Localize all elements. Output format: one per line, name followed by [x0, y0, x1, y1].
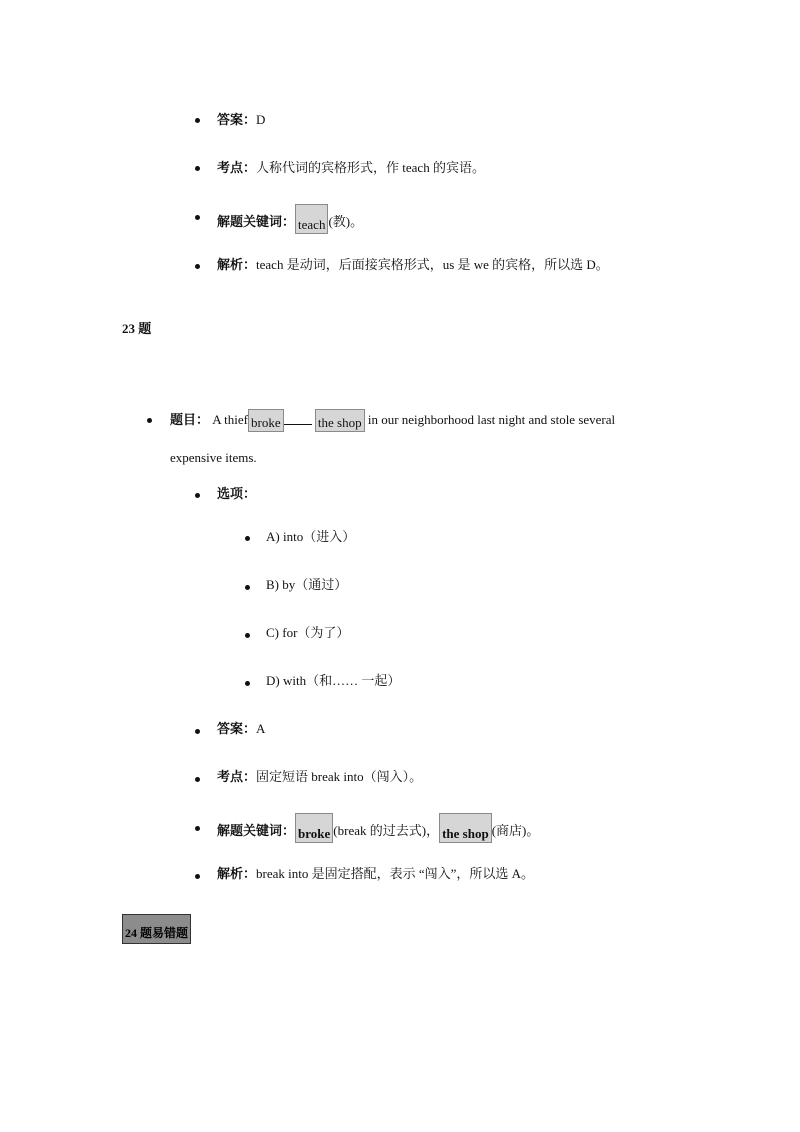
bullet	[195, 874, 200, 879]
point-text: 固定短语 break into（闯入）。	[256, 769, 423, 784]
option-a: A) into（进入）	[266, 529, 356, 544]
point-text: 人称代词的宾格形式，作 teach 的宾语。	[256, 160, 485, 175]
bullet	[195, 118, 200, 123]
colon: ：	[282, 214, 296, 229]
section-heading-24: 24 题易错题	[122, 914, 191, 944]
options-label-line	[217, 484, 256, 504]
keyword-gloss-shop: (商店)。	[491, 823, 540, 838]
analysis-label: 解析	[217, 866, 244, 881]
colon: ：	[282, 823, 296, 838]
answer-line-22	[217, 110, 265, 130]
keyword-gloss-broke: (break 的过去式)，	[333, 823, 440, 838]
colon: ：	[243, 721, 257, 736]
answer-label: 答案	[217, 721, 244, 736]
bullet	[245, 536, 250, 541]
question-label: 题目：	[170, 412, 210, 427]
answer-value: D	[256, 112, 266, 127]
point-label: 考点	[217, 160, 244, 175]
question-line-23-cont: expensive items.	[170, 450, 257, 465]
bullet	[195, 166, 200, 171]
colon: ：	[243, 112, 257, 127]
question-keyword-broke: broke	[248, 409, 284, 432]
analysis-text: break into 是固定搭配，表示 “闯入”，所以选 A。	[256, 866, 535, 881]
point-label: 考点	[217, 769, 244, 784]
colon: ：	[243, 257, 257, 272]
keyword-line-22	[217, 204, 363, 234]
answer-blank	[284, 412, 312, 425]
analysis-line-23	[217, 864, 534, 884]
question-line-23	[170, 409, 615, 432]
answer-value: A	[256, 721, 266, 736]
bullet	[245, 681, 250, 686]
keyword-line-23	[217, 813, 539, 843]
point-line-22	[217, 158, 485, 178]
keyword-gloss: (教)。	[328, 214, 364, 229]
colon: ：	[243, 769, 257, 784]
bullet	[245, 585, 250, 590]
bullet	[195, 493, 200, 498]
option-d: D) with（和…… 一起）	[266, 673, 401, 688]
options-label: 选项：	[217, 486, 257, 501]
section-heading-23: 23 题	[122, 321, 152, 336]
question-keyword-shop: the shop	[315, 409, 365, 432]
answer-line-23	[217, 719, 265, 739]
point-line-23	[217, 767, 422, 787]
bullet	[195, 826, 200, 831]
bullet	[195, 729, 200, 734]
keyword-highlight-broke: broke	[295, 813, 333, 843]
bullet	[195, 215, 200, 220]
analysis-text: teach 是动词，后面接宾格形式，us 是 we 的宾格，所以选 D。	[256, 257, 609, 272]
keyword-label: 解题关键词	[217, 823, 283, 838]
bullet	[195, 264, 200, 269]
keyword-highlight: teach	[295, 204, 328, 234]
question-text-post: in our neighborhood last night and stole several	[367, 412, 616, 427]
analysis-line-22	[217, 255, 609, 275]
bullet	[147, 418, 152, 423]
analysis-label: 解析	[217, 257, 244, 272]
answer-label: 答案	[217, 112, 244, 127]
bullet	[195, 777, 200, 782]
bullet	[245, 633, 250, 638]
colon: ：	[243, 866, 257, 881]
keyword-highlight-shop: the shop	[439, 813, 492, 843]
keyword-label: 解题关键词	[217, 214, 283, 229]
option-b: B) by（通过）	[266, 577, 348, 592]
colon: ：	[243, 160, 257, 175]
question-text-pre: A thief	[212, 412, 249, 427]
option-c: C) for（为了）	[266, 625, 350, 640]
